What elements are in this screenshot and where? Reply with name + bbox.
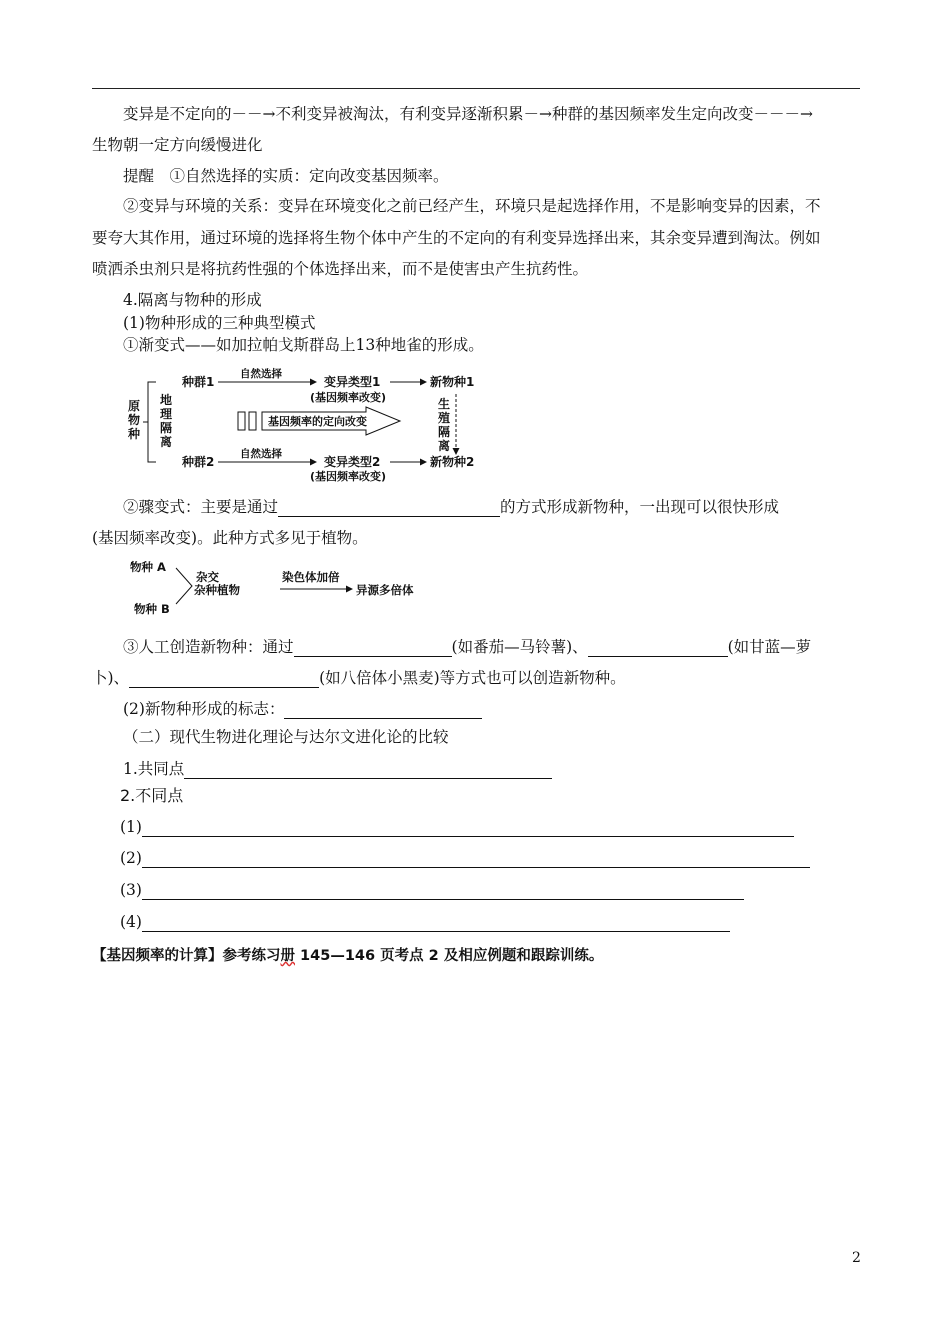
tip-variation-environment-line3: 喷洒杀虫剂只是将抗药性强的个体选择出来，而不是使害虫产生抗药性。 [92,260,589,278]
section-4-subtitle-1: (1)物种形成的三种典型模式 [123,314,316,332]
population-2: 种群2 [182,455,215,469]
fill-blank-artificial-1[interactable] [294,640,452,657]
differences-label: 2.不同点 [120,786,184,805]
original-species-char: 原 [128,399,141,413]
gradual-speciation: ①渐变式——如加拉帕戈斯群岛上13种地雀的形成。 [123,336,484,354]
tip-variation-environment-line1: ②变异与环境的关系：变异在环境变化之前已经产生，环境只是起选择作用，不是影响变异的因素，不 [123,197,821,215]
footer-text-a: 【基因频率的计算】参考练习 [92,948,281,964]
paragraph-variation-line2: 生物朝一定方向缓慢进化 [92,136,263,154]
header-rule [92,88,860,89]
natural-selection-2: 自然选择 [240,448,282,460]
paragraph-variation-line1: 变异是不定向的－－→不利变异被淘汰，有利变异逐渐积累－→种群的基因频率发生定向改变－－－→ [123,105,813,123]
original-species-char: 种 [128,427,141,441]
artificial-speciation-line2 [92,668,626,688]
difference-row-3 [120,880,744,900]
original-species-char: 物 [128,413,141,427]
sudden-text-a: ②骤变式：主要是通过 [123,498,279,516]
artificial-text-d: 卜)、 [92,669,130,687]
fill-blank-difference-1[interactable] [142,820,794,837]
freq-change-2: (基因频率改变) [310,470,387,483]
tip-variation-environment-line2: 要夸大其作用，通过环境的选择将生物个体中产生的不定向的有利变异选择出来，其余变异遭到淘汰。例如 [92,229,821,247]
page-number: 2 [852,1250,861,1266]
species-b: 物种 B [134,602,170,616]
artificial-text-c: (如甘蓝—萝 [727,638,812,656]
new-species-marker-label: (2)新物种形成的标志： [123,700,285,718]
species-a: 物种 A [130,560,166,574]
new-species-2: 新物种2 [430,455,475,469]
repro-isolation-char: 隔 [438,425,451,439]
fill-blank-sudden-method[interactable] [278,500,500,517]
geo-isolation-char: 离 [160,435,173,449]
fill-blank-common-points[interactable] [184,762,552,779]
placeholder-box [249,412,256,430]
cross-label: 杂交 [196,570,219,584]
cross-lines [176,568,192,604]
new-species-1: 新物种1 [430,375,475,389]
hybrid-plant: 杂种植物 [194,583,240,597]
difference-row-4 [120,912,730,932]
fill-blank-difference-3[interactable] [142,883,744,900]
fill-blank-marker[interactable] [284,702,482,719]
difference-row-1 [120,817,794,837]
sudden-speciation-line2: (基因频率改变)。此种方式多见于植物。 [92,529,368,547]
placeholder-box [238,412,245,430]
difference-index: (4) [120,913,142,931]
tip-natural-selection: 提醒 ①自然选择的实质：定向改变基因频率。 [123,167,449,185]
allopolyploid: 异源多倍体 [356,583,414,597]
sudden-speciation-line1 [123,497,779,517]
footer-text-b: 册 [280,948,295,964]
fill-blank-difference-2[interactable] [142,851,810,868]
branch-bracket [148,382,156,462]
difference-row-2 [120,848,810,868]
geo-isolation-char: 理 [160,407,173,421]
freq-change-1: (基因频率改变) [310,391,387,404]
gradual-speciation-diagram [118,364,498,484]
common-points-row [123,759,552,779]
geo-isolation-char: 隔 [160,421,173,435]
footer-note [92,946,603,966]
fill-blank-artificial-3[interactable] [129,671,319,688]
difference-index: (1) [120,818,142,836]
repro-isolation-char: 殖 [438,411,451,425]
fill-blank-artificial-2[interactable] [588,640,728,657]
sudden-text-b: 的方式形成新物种，一出现可以很快形成 [500,498,780,516]
variation-type-1: 变异类型1 [324,375,381,389]
natural-selection-1: 自然选择 [240,368,282,380]
variation-type-2: 变异类型2 [324,455,381,469]
artificial-speciation-line1 [123,637,811,657]
new-species-marker [123,699,482,719]
artificial-text-e: (如八倍体小黑麦)等方式也可以创造新物种。 [319,669,626,687]
doubling-label: 染色体加倍 [282,570,340,584]
section-4-title: 4.隔离与物种的形成 [123,291,262,309]
repro-isolation-char: 离 [438,439,451,453]
population-1: 种群1 [182,375,215,389]
footer-text-c: 145—146 页考点 2 及相应例题和跟踪训练。 [295,948,604,964]
repro-isolation-char: 生 [438,397,451,411]
sudden-speciation-diagram [128,556,428,620]
artificial-text-a: ③人工创造新物种：通过 [123,638,294,656]
common-points-label: 1.共同点 [123,760,185,778]
geo-isolation-char: 地 [160,393,173,407]
difference-index: (3) [120,881,142,899]
artificial-text-b: (如番茄—马铃薯)、 [451,638,588,656]
fill-blank-difference-4[interactable] [142,915,730,932]
difference-index: (2) [120,849,142,867]
big-arrow-label: 基因频率的定向改变 [268,415,367,428]
part-2-title: （二）现代生物进化理论与达尔文进化论的比较 [123,728,449,746]
